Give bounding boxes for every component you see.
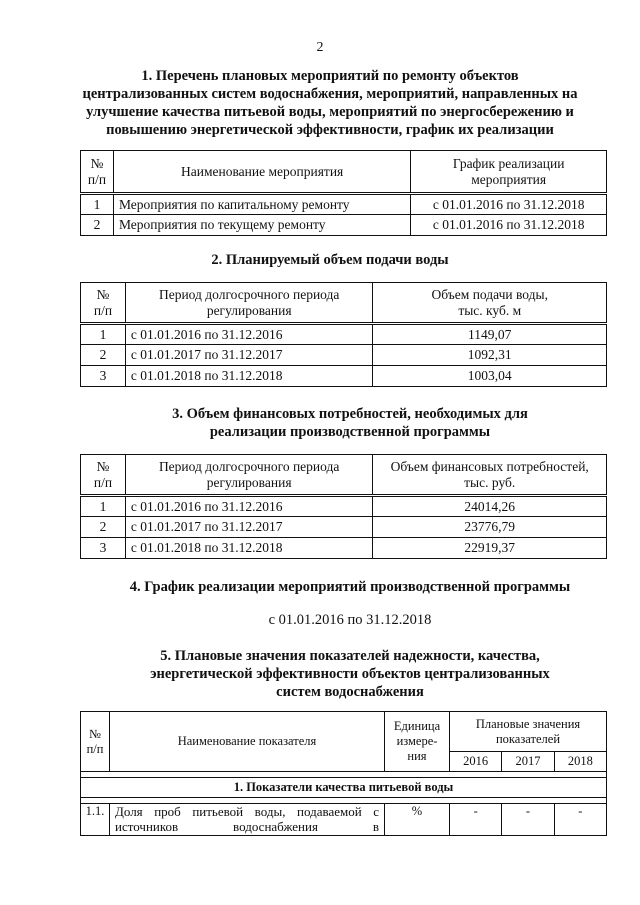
section3-title <box>80 405 620 441</box>
row-value-2018: - <box>554 804 606 836</box>
table-row <box>81 517 607 538</box>
row-num: 2 <box>81 215 114 236</box>
table-row <box>81 538 607 559</box>
header-num-line1: № <box>96 286 110 302</box>
indicators-table <box>80 711 607 836</box>
header-year: 2018 <box>554 752 606 772</box>
header-num <box>81 283 126 324</box>
section4-title: 4. График реализации мероприятий производственной программы <box>129 579 571 595</box>
row-indicator-line2: источников водоснабжения в <box>115 819 379 834</box>
header-unit-line2: измере- <box>396 734 438 748</box>
header-schedule-line1: График реализации <box>452 155 565 171</box>
row-num: 1 <box>81 324 126 345</box>
group-title: 1. Показатели качества питьевой воды <box>81 778 607 798</box>
row-num: 1.1. <box>81 804 110 836</box>
row-volume: 1092,31 <box>373 345 607 366</box>
row-period: с 01.01.2018 по 31.12.2018 <box>125 366 373 387</box>
header-num-line2: п/п <box>87 171 107 187</box>
activities-table <box>80 150 607 236</box>
row-num: 2 <box>81 345 126 366</box>
row-num: 1 <box>81 496 126 517</box>
header-period-line1: Период долгосрочного периода <box>158 458 340 474</box>
section3-title-line: реализации производственной программы <box>209 424 491 440</box>
row-financial: 23776,79 <box>373 517 607 538</box>
section5-title-line: энергетической эффективности объектов централизованных <box>150 666 550 682</box>
header-period <box>125 455 373 496</box>
section1-title <box>60 67 600 139</box>
header-unit-line3: ния <box>407 749 427 763</box>
header-activity-name: Наименование мероприятия <box>113 151 410 194</box>
row-value-2017: - <box>502 804 554 836</box>
section4-period: с 01.01.2016 по 31.12.2018 <box>268 612 432 628</box>
header-num-line1: № <box>96 458 110 474</box>
header-num-line1: № <box>90 155 104 171</box>
table-row <box>81 804 607 836</box>
section5-title <box>80 647 620 701</box>
header-schedule <box>411 151 607 194</box>
section1-title-line: улучшение качества питьевой воды, мероприятий по энергосбережению и <box>86 104 574 120</box>
header-planned-values <box>450 712 607 752</box>
header-unit-line1: Единица <box>393 719 441 733</box>
header-volume-line2: тыс. куб. м <box>458 302 522 318</box>
row-num: 2 <box>81 517 126 538</box>
row-financial: 24014,26 <box>373 496 607 517</box>
row-indicator-name <box>110 804 385 836</box>
header-period <box>125 283 373 324</box>
water-supply-table <box>80 282 607 387</box>
header-financial-line2: тыс. руб. <box>464 474 516 490</box>
header-num-line1: № <box>89 726 101 741</box>
header-num <box>81 151 114 194</box>
row-activity: Мероприятия по капитальному ремонту <box>113 194 410 215</box>
row-unit: % <box>385 804 450 836</box>
header-period-line2: регулирования <box>206 302 292 318</box>
header-volume <box>373 283 607 324</box>
section2-title: 2. Планируемый объем подачи воды <box>211 252 449 268</box>
row-period: с 01.01.2016 по 31.12.2016 <box>125 324 373 345</box>
row-num: 3 <box>81 366 126 387</box>
section5-title-line: 5. Плановые значения показателей надежности, качества, <box>160 648 540 664</box>
table-row <box>81 194 607 215</box>
row-num: 3 <box>81 538 126 559</box>
row-volume: 1149,07 <box>373 324 607 345</box>
header-indicator-name: Наименование показателя <box>110 712 385 772</box>
header-num-line2: п/п <box>93 474 113 490</box>
table-row <box>81 345 607 366</box>
row-activity: Мероприятия по текущему ремонту <box>113 215 410 236</box>
table-row <box>81 496 607 517</box>
section1-title-line: повышению энергетической эффективности, график их реализации <box>106 122 554 138</box>
row-period: с 01.01.2018 по 31.12.2018 <box>125 538 373 559</box>
header-unit <box>385 712 450 772</box>
row-period: с 01.01.2017 по 31.12.2017 <box>125 345 373 366</box>
section1-title-line: централизованных систем водоснабжения, мероприятий, направленных на <box>82 86 578 102</box>
header-financial <box>373 455 607 496</box>
section1-title-line: 1. Перечень плановых мероприятий по ремонту объектов <box>141 68 519 84</box>
table-row <box>81 215 607 236</box>
row-indicator-line1: Доля проб питьевой воды, подаваемой с <box>115 804 379 819</box>
row-volume: 1003,04 <box>373 366 607 387</box>
row-period: с 01.01.2016 по 31.12.2016 <box>125 496 373 517</box>
row-num: 1 <box>81 194 114 215</box>
header-planned-line1: Плановые значения <box>475 716 581 731</box>
table-row <box>81 366 607 387</box>
page-number: 2 <box>316 40 324 55</box>
header-period-line2: регулирования <box>206 474 292 490</box>
section5-title-line: систем водоснабжения <box>276 684 424 700</box>
row-schedule: с 01.01.2016 по 31.12.2018 <box>411 215 607 236</box>
financial-needs-table <box>80 454 607 559</box>
header-year: 2016 <box>450 752 502 772</box>
row-value-2016: - <box>450 804 502 836</box>
header-volume-line1: Объем подачи воды, <box>431 286 548 302</box>
header-num-line2: п/п <box>93 302 113 318</box>
header-schedule-line2: мероприятия <box>471 171 547 187</box>
header-year: 2017 <box>502 752 554 772</box>
header-num-line2: п/п <box>86 741 104 756</box>
row-financial: 22919,37 <box>373 538 607 559</box>
section3-title-line: 3. Объем финансовых потребностей, необходимых для <box>172 406 528 422</box>
row-schedule: с 01.01.2016 по 31.12.2018 <box>411 194 607 215</box>
header-planned-line2: показателей <box>495 731 561 746</box>
table-row <box>81 324 607 345</box>
row-period: с 01.01.2017 по 31.12.2017 <box>125 517 373 538</box>
header-num <box>81 455 126 496</box>
header-financial-line1: Объем финансовых потребностей, <box>390 458 589 474</box>
header-period-line1: Период долгосрочного периода <box>158 286 340 302</box>
header-num <box>81 712 110 772</box>
